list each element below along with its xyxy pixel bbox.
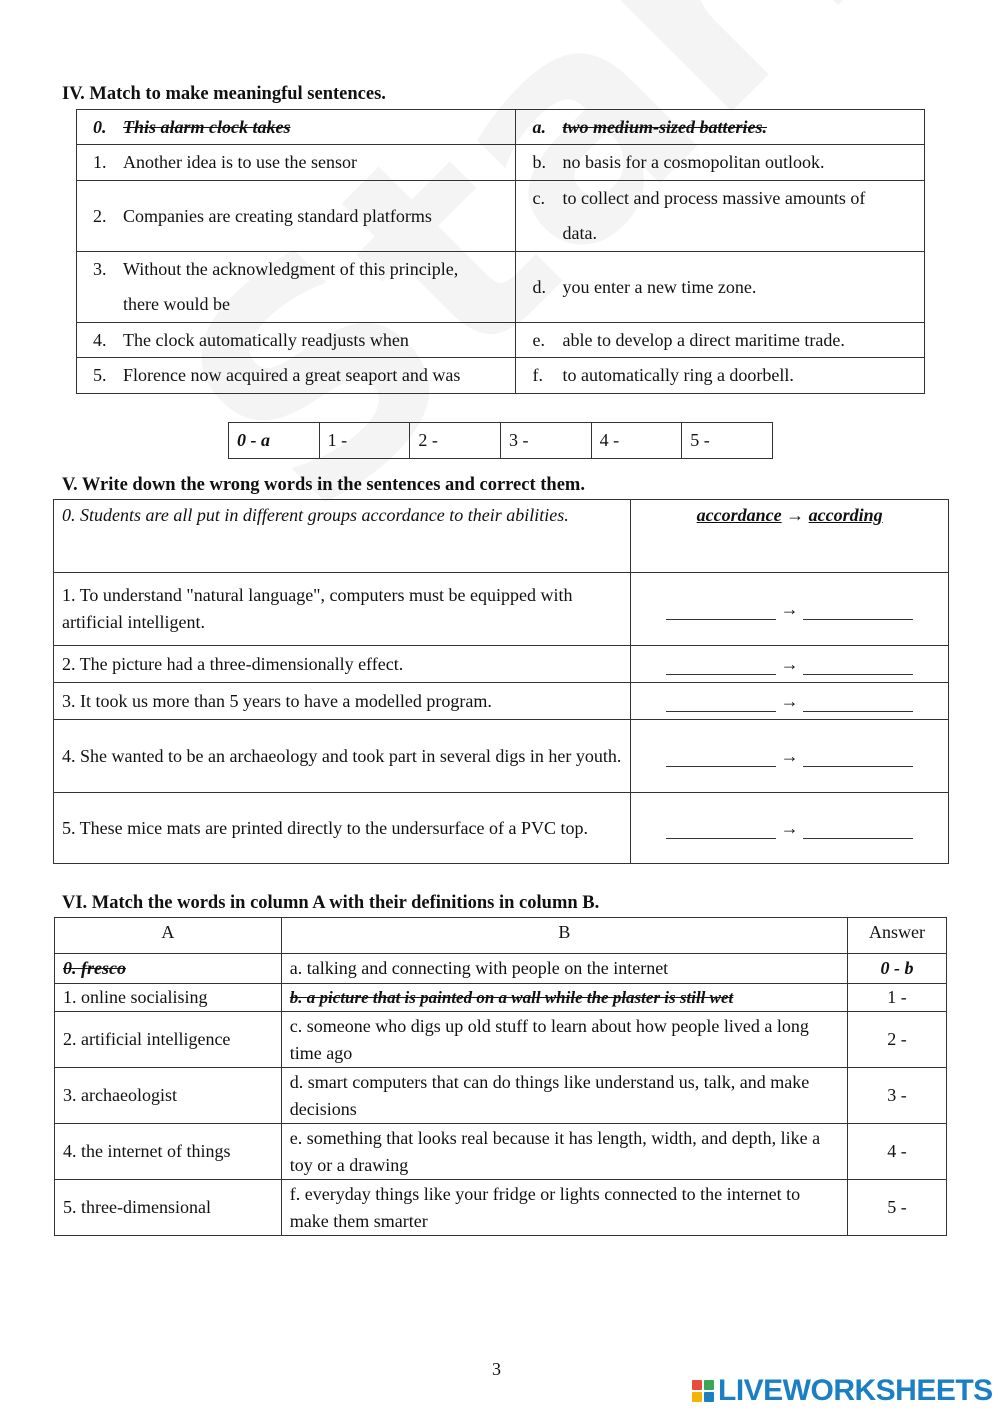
definition: c. someone who digs up old stuff to learn about how people lived a long time ago [281,1012,847,1068]
answer-cell[interactable]: 3 - [848,1068,947,1124]
example-wrong-word: accordance [696,505,782,525]
answer-cell-4[interactable]: 4 - [591,423,682,459]
table-row: 1. Another idea is to use the sensor b. no basis for a cosmopolitan outlook. [77,145,925,181]
correction-input[interactable] [803,599,913,620]
sentence: 4. She wanted to be an archaeology and took part in several digs in her youth. [54,720,631,793]
wrong-word-input[interactable] [666,654,776,675]
wrong-word-input[interactable] [666,746,776,767]
word: 4. the internet of things [55,1124,282,1180]
definition: a. talking and connecting with people on the internet [281,954,847,984]
sentence-start: Without the acknowledgment of this principle, [123,259,459,279]
column-header-answer: Answer [848,918,947,954]
sentence-start: The clock automatically readjusts when [123,329,409,350]
example-correct-word: according [808,505,883,525]
sentence-end: able to develop a direct maritime trade. [562,329,845,350]
table-row [54,573,949,646]
answer-cell[interactable]: 4 - [848,1124,947,1180]
wrong-word-input[interactable] [666,818,776,839]
answer-cell[interactable]: 1 - [848,984,947,1012]
table-row: 3. Without the acknowledgment of this principle, there would be d. you enter a new time zone. [77,252,925,323]
section-4-title: IV. Match to make meaningful sentences. [62,84,386,104]
section-4-table [76,109,925,394]
example-left: This alarm clock takes [123,116,291,137]
table-row: 0. This alarm clock takes a. two medium-sized batteries. [77,110,925,145]
column-header-a: A [55,918,282,954]
section-5-table [53,499,949,864]
arrow-icon: → [780,690,799,711]
table-row: 4. The clock automatically readjusts when e. able to develop a direct maritime trade. [77,323,925,358]
table-row [55,954,947,984]
column-header-b: B [281,918,847,954]
word: 2. artificial intelligence [55,1012,282,1068]
example-sentence: 0. Students are all put in different groups accordance to their abilities. [54,500,631,573]
word: 3. archaeologist [55,1068,282,1124]
example-right: two medium-sized batteries. [562,116,767,137]
word: 5. three-dimensional [55,1180,282,1236]
wrong-word-input[interactable] [666,599,776,620]
example-answer: 0 - b [848,954,947,984]
arrow-icon: → [780,817,799,838]
sentence-end: no basis for a cosmopolitan outlook. [562,152,825,172]
correction-input[interactable] [803,691,913,712]
sentence-end: to automatically ring a doorbell. [562,365,794,385]
sentence-end: you enter a new time zone. [562,276,757,297]
table-row [55,1124,947,1180]
answer-cell[interactable]: 5 - [848,1180,947,1236]
sentence: 3. It took us more than 5 years to have a modelled program. [54,683,631,720]
answer-cell-0: 0 - a [229,423,320,459]
example-definition: b. a picture that is painted on a wall while the plaster is still wet [289,987,734,1007]
answer-cell-3[interactable]: 3 - [500,423,591,459]
definition: e. something that looks real because it has length, width, and depth, like a toy or a drawing [281,1124,847,1180]
table-row [54,683,949,720]
section-6-table [54,917,947,1236]
table-header-row [55,918,947,954]
sentence: 2. The picture had a three-dimensionally effect. [54,646,631,683]
table-row [54,646,949,683]
table-row [54,720,949,793]
table-row: 2. Companies are creating standard platforms c. to collect and process massive amounts of data. [77,181,925,252]
liveworksheets-logo[interactable] [692,1374,993,1408]
word: 1. online socialising [55,984,282,1012]
answer-cell-5[interactable]: 5 - [682,423,773,459]
definition: f. everyday things like your fridge or lights connected to the internet to make them smarter [281,1180,847,1236]
sentence-end: to collect and process massive amounts of [562,188,866,208]
definition: d. smart computers that can do things like understand us, talk, and make decisions [281,1068,847,1124]
sentence: 1. To understand "natural language", computers must be equipped with artificial intelligent. [54,573,631,646]
table-row [55,1068,947,1124]
arrow-icon: → [786,505,805,525]
table-row [55,1012,947,1068]
sentence-start: Another idea is to use the sensor [123,152,357,172]
page-number: 3 [492,1359,501,1379]
arrow-icon: → [780,653,799,674]
answer-cell-2[interactable]: 2 - [410,423,501,459]
table-row [55,1180,947,1236]
section-6-title: VI. Match the words in column A with their definitions in column B. [62,893,600,913]
sentence-start: Florence now acquired a great seaport and was [123,365,461,385]
answer-cell-1[interactable]: 1 - [319,423,410,459]
section-5-title: V. Write down the wrong words in the sentences and correct them. [62,475,585,495]
arrow-icon: → [780,745,799,766]
correction-input[interactable] [803,654,913,675]
wrong-word-input[interactable] [666,691,776,712]
arrow-icon: → [780,598,799,619]
correction-input[interactable] [803,746,913,767]
correction-input[interactable] [803,818,913,839]
table-row [55,984,947,1012]
logo-grid-icon [692,1380,714,1402]
sentence: 5. These mice mats are printed directly to the undersurface of a PVC top. [54,793,631,864]
answer-cell[interactable]: 2 - [848,1012,947,1068]
table-row [54,500,949,573]
section-4-answer-table [228,422,773,459]
brand-name: LIVEWORKSHEETS [718,1374,993,1407]
sentence-start: Companies are creating standard platforms [123,205,432,226]
table-row: 5. Florence now acquired a great seaport and was f. to automatically ring a doorbell. [77,358,925,394]
table-row [54,793,949,864]
example-word: 0. fresco [63,958,126,978]
